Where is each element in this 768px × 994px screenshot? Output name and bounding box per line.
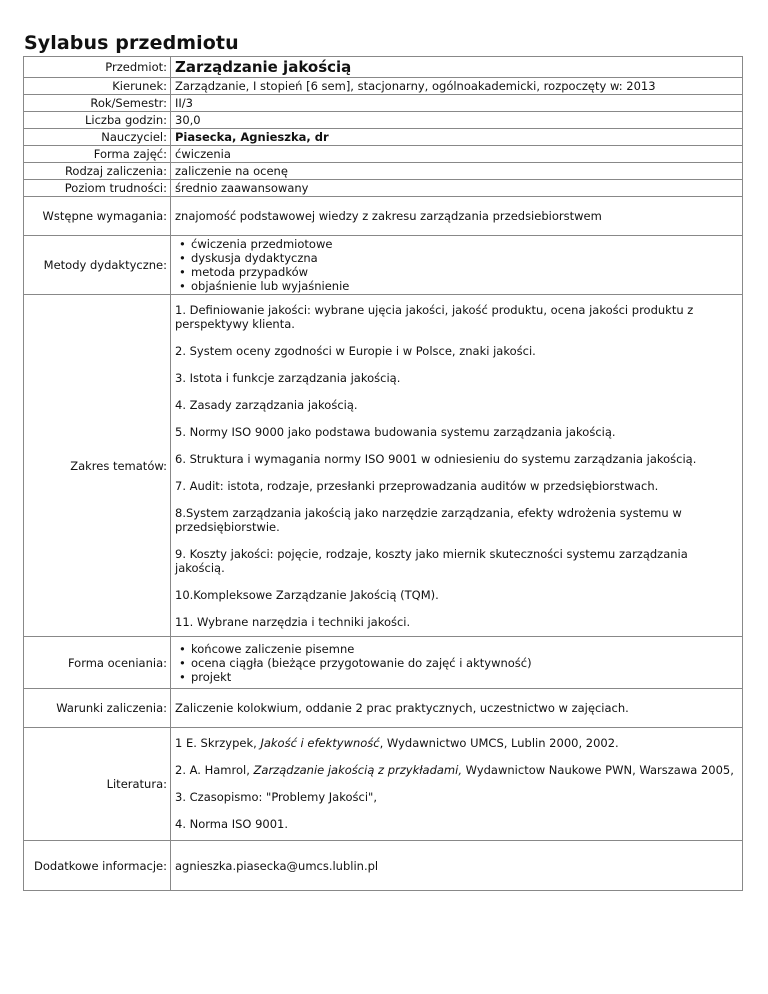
label-warunki: Warunki zaliczenia: [24,689,171,728]
row-forma-zajec [24,146,743,163]
literature-item [175,817,738,831]
row-zakres [24,295,743,637]
list-item: • metoda przypadków [191,265,738,279]
label-liczba-godzin: Liczba godzin: [24,112,171,129]
value-dodatkowe: agnieszka.piasecka@umcs.lublin.pl [171,841,743,891]
row-rodzaj-zaliczenia [24,163,743,180]
topic-item: 5. Normy ISO 9000 jako podstawa budowania systemu zarządzania jakością. [175,425,616,439]
topic-item: 1. Definiowanie jakości: wybrane ujęcia jakości, jakość produktu, ocena jakości produktu z perspektywy klienta. [175,303,694,331]
value-forma-zajec: ćwiczenia [171,146,743,163]
label-rok-semestr: Rok/Semestr: [24,95,171,112]
value-kierunek: Zarządzanie, I stopień [6 sem], stacjonarny, ogólnoakademicki, rozpoczęty w: 2013 [171,78,743,95]
row-kierunek [24,78,743,95]
label-literatura: Literatura: [24,728,171,841]
value-przedmiot: Zarządzanie jakością [171,57,743,78]
row-wstepne-wymagania [24,197,743,236]
row-liczba-godzin [24,112,743,129]
row-warunki [24,689,743,728]
metody-list [175,237,738,293]
literature-title: Jakość i efektywność [260,736,380,750]
literature-author: 1 E. Skrzypek, [175,736,261,750]
literature-item [175,763,738,777]
row-przedmiot [24,57,743,78]
label-dodatkowe: Dodatkowe informacje: [24,841,171,891]
row-forma-oceniania [24,637,743,689]
literature-item [175,736,738,750]
label-poziom-trudnosci: Poziom trudności: [24,180,171,197]
label-forma-zajec: Forma zajęć: [24,146,171,163]
row-dodatkowe [24,841,743,891]
row-poziom-trudnosci [24,180,743,197]
value-rodzaj-zaliczenia: zaliczenie na ocenę [171,163,743,180]
syllabus-table [23,56,743,891]
row-literatura [24,728,743,841]
label-kierunek: Kierunek: [24,78,171,95]
ocenianie-list [175,642,738,684]
list-item: • ocena ciągła (bieżące przygotowanie do zajęć i aktywność) [191,656,738,670]
row-nauczyciel [24,129,743,146]
list-item: • projekt [191,670,738,684]
topic-item: 3. Istota i funkcje zarządzania jakością. [175,371,401,385]
value-nauczyciel: Piasecka, Agnieszka, dr [175,130,329,144]
label-forma-oceniania: Forma oceniania: [24,637,171,689]
literature-item [175,790,738,804]
label-metody: Metody dydaktyczne: [24,236,171,295]
topic-item: 2. System oceny zgodności w Europie i w Polsce, znaki jakości. [175,344,536,358]
topic-item: 9. Koszty jakości: pojęcie, rodzaje, koszty jako miernik skuteczności systemu zarządzania jakością. [175,547,688,575]
literature-author: 2. A. Hamrol, [175,763,254,777]
topic-item: 11. Wybrane narzędzia i techniki jakości. [175,615,411,629]
row-metody [24,236,743,295]
topic-item: 10.Kompleksowe Zarządzanie Jakością (TQM). [175,588,439,602]
value-poziom-trudnosci: średnio zaawansowany [171,180,743,197]
literature-publisher: Wydawnictow Naukowe PWN, Warszawa 2005, [462,763,734,777]
label-nauczyciel: Nauczyciel: [24,129,171,146]
value-liczba-godzin: 30,0 [171,112,743,129]
list-item: • końcowe zaliczenie pisemne [191,642,738,656]
label-przedmiot: Przedmiot: [24,57,171,78]
value-warunki: Zaliczenie kolokwium, oddanie 2 prac praktycznych, uczestnictwo w zajęciach. [171,689,743,728]
literature-publisher: , Wydawnictwo UMCS, Lublin 2000, 2002. [379,736,619,750]
row-rok-semestr [24,95,743,112]
topic-item: 7. Audit: istota, rodzaje, przesłanki przeprowadzania auditów w przedsiębiorstwach. [175,479,659,493]
literature-author: 3. Czasopismo: "Problemy Jakości", [175,790,377,804]
page-title: Sylabus przedmiotu [24,32,239,54]
label-zakres: Zakres tematów: [24,295,171,637]
literature-author: 4. Norma ISO 9001. [175,817,289,831]
value-wstepne-wymagania: znajomość podstawowej wiedzy z zakresu zarządzania przedsiebiorstwem [171,197,743,236]
literature-title: Zarządzanie jakością z przykładami, [253,763,462,777]
value-rok-semestr: II/3 [171,95,743,112]
topic-item: 8.System zarządzania jakością jako narzędzie zarządzania, efekty wdrożenia systemu w przedsiębiorstwie. [175,506,682,534]
list-item: • dyskusja dydaktyczna [191,251,738,265]
topic-item: 4. Zasady zarządzania jakością. [175,398,358,412]
label-wstepne-wymagania: Wstępne wymagania: [24,197,171,236]
label-rodzaj-zaliczenia: Rodzaj zaliczenia: [24,163,171,180]
list-item: • objaśnienie lub wyjaśnienie [191,279,738,293]
topic-item: 6. Struktura i wymagania normy ISO 9001 w odniesieniu do systemu zarządzania jakością. [175,452,697,466]
list-item: • ćwiczenia przedmiotowe [191,237,738,251]
